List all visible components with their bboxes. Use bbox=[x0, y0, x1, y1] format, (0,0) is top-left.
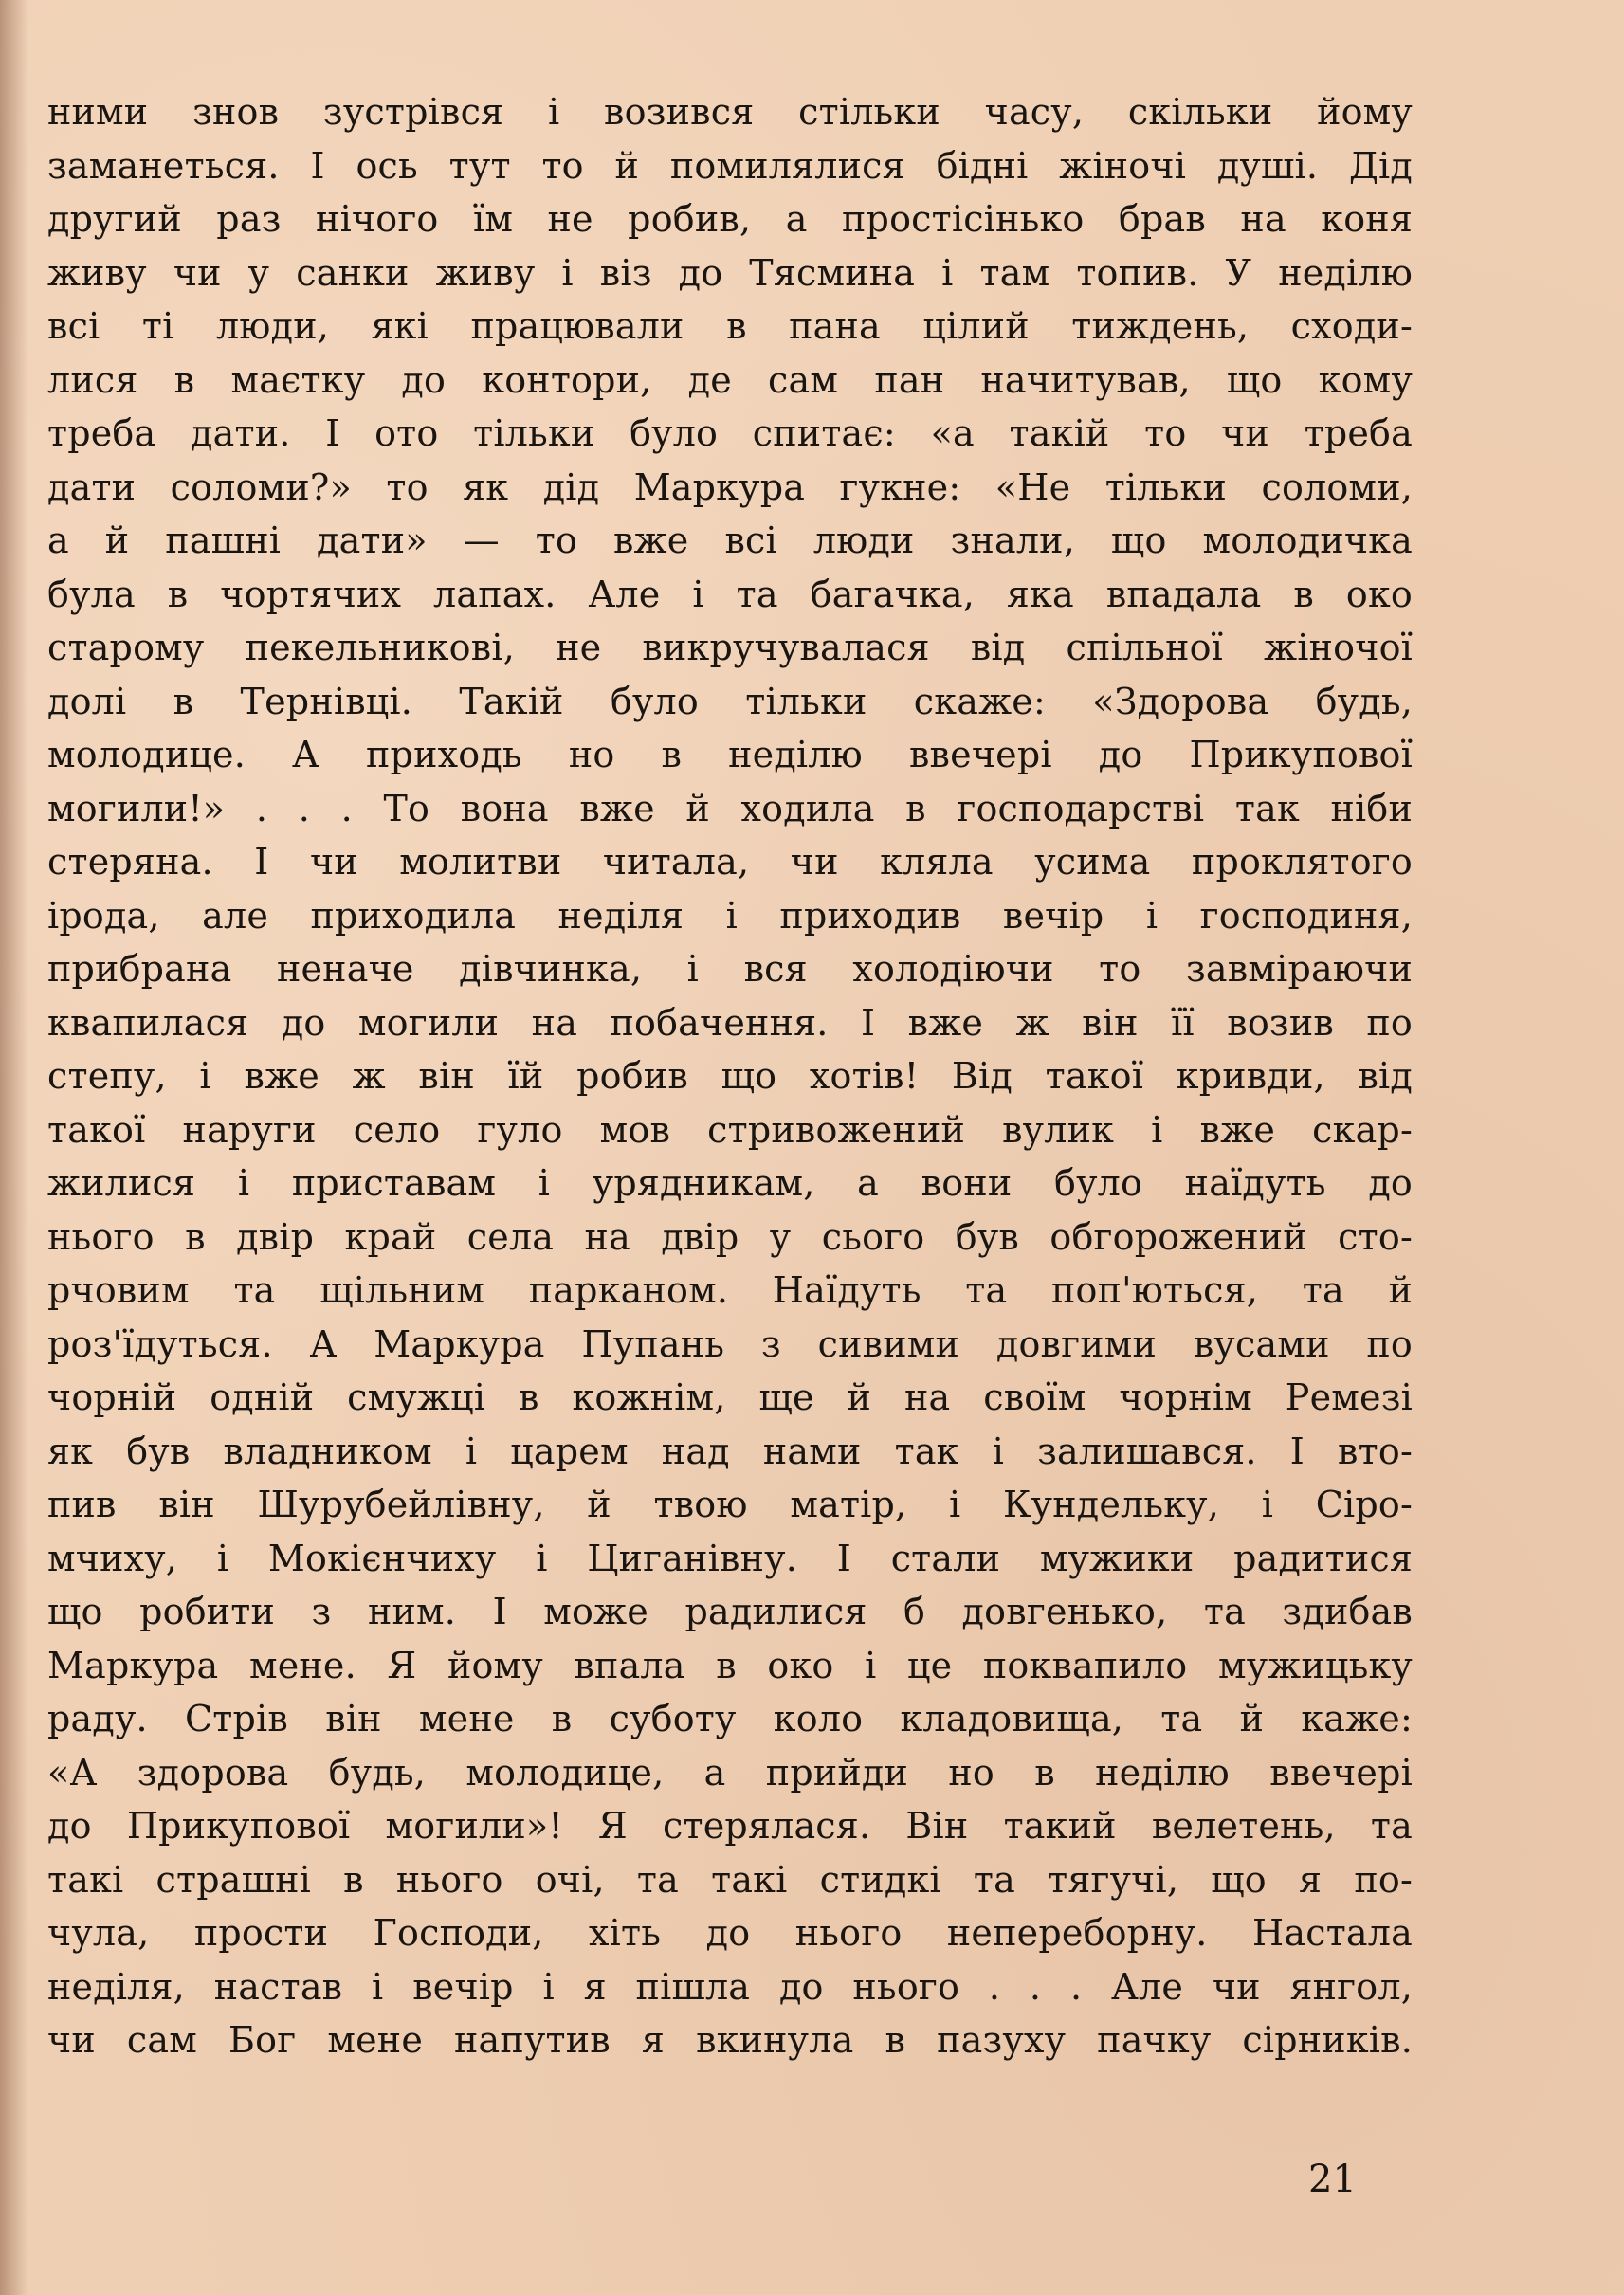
text-line: степу, і вже ж він їй робив що хотів! Від такої кривди, від bbox=[47, 1055, 1413, 1097]
text-line: всі ті люди, які працювали в пана цілий тиждень, сходи- bbox=[47, 305, 1413, 347]
text-line: могили!» . . . То вона вже й ходила в господарстві так ніби bbox=[47, 787, 1413, 829]
text-line: такої наруги село гуло мов стривожений вулик і вже скар- bbox=[47, 1108, 1413, 1151]
text-line: заманеться. І ось тут то й помилялися бідні жіночі душі. Дід bbox=[47, 144, 1413, 187]
text-line: живу чи у санки живу і віз до Тясмина і там топив. У неділю bbox=[47, 251, 1413, 294]
text-line: такі страшні в нього очі, та такі стидкі та тягучі, що я по- bbox=[47, 1858, 1413, 1901]
text-line: стеряна. І чи молитви читала, чи кляла усима проклятого bbox=[47, 841, 1413, 883]
text-line: молодице. А приходь но в неділю ввечері до Прикупової bbox=[47, 734, 1413, 775]
text-line: чи сам Бог мене напутив я вкинула в пазуху пачку сірників. bbox=[47, 2019, 1413, 2061]
text-line: Маркура мене. Я йому впала в око і це поквапило мужицьку bbox=[47, 1644, 1413, 1686]
text-line: чула, прости Господи, хіть до нього непереборну. Настала bbox=[47, 1912, 1413, 1954]
body-text bbox=[47, 85, 1413, 2067]
text-line: треба дати. І ото тільки було спитає: «а такій то чи треба bbox=[47, 412, 1413, 454]
text-line: квапилася до могили на побачення. І вже ж він її возив по bbox=[47, 1001, 1413, 1044]
text-line: як був владником і царем над нами так і залишався. І вто- bbox=[47, 1430, 1413, 1472]
text-line: долі в Тернівці. Такій було тільки скаже: «Здорова будь, bbox=[47, 680, 1413, 722]
text-line: прибрана неначе дівчинка, і вся холодіючи то завміраючи bbox=[47, 948, 1413, 990]
text-line: неділя, настав і вечір і я пішла до нього . . . Але чи янгол, bbox=[47, 1965, 1413, 2008]
text-line: до Прикупової могили»! Я стерялася. Він такий велетень, та bbox=[47, 1805, 1413, 1847]
text-line: раду. Стрів він мене в суботу коло кладовища, та й каже: bbox=[47, 1698, 1413, 1739]
text-line: рчовим та щільним парканом. Наїдуть та поп'ються, та й bbox=[47, 1269, 1413, 1311]
text-line: «А здорова будь, молодице, а прийди но в неділю ввечері bbox=[47, 1751, 1413, 1794]
text-line: пив він Шурубейлівну, й твою матір, і Кундельку, і Сіро- bbox=[47, 1484, 1413, 1525]
text-line: другий раз нічого їм не робив, а простісінько брав на коня bbox=[47, 198, 1413, 240]
text-line: ними знов зустрівся і возився стільки часу, скільки йому bbox=[47, 91, 1413, 133]
text-line: а й пашні дати» — то вже всі люди знали, що молодичка bbox=[47, 519, 1413, 561]
text-line: лися в маєтку до контори, де сам пан начитував, що кому bbox=[47, 358, 1413, 401]
text-line: ірода, але приходила неділя і приходив вечір і господиня, bbox=[47, 894, 1413, 937]
text-line: старому пекельникові, не викручувалася від спільної жіночої bbox=[47, 627, 1413, 668]
page-number: 21 bbox=[1308, 2158, 1357, 2201]
text-line: була в чортячих лапах. Але і та багачка, яка впадала в око bbox=[47, 573, 1413, 615]
text-line: роз'їдуться. А Маркура Пупань з сивими довгими вусами по bbox=[47, 1322, 1413, 1365]
text-line: мчиху, і Мокієнчиху і Циганівну. І стали мужики радитися bbox=[47, 1537, 1413, 1579]
text-line: чорній одній смужці в кожнім, ще й на своїм чорнім Ремезі bbox=[47, 1376, 1413, 1418]
page-binding-shadow bbox=[0, 0, 28, 2295]
text-line: що робити з ним. І може радилися б довгенько, та здибав bbox=[47, 1591, 1413, 1632]
text-line: жилися і приставам і урядникам, а вони було наїдуть до bbox=[47, 1162, 1413, 1204]
text-line: дати соломи?» то як дід Маркура гукне: «Не тільки соломи, bbox=[47, 465, 1413, 508]
text-line: нього в двір край села на двір у сього був обгорожений сто- bbox=[47, 1215, 1413, 1258]
